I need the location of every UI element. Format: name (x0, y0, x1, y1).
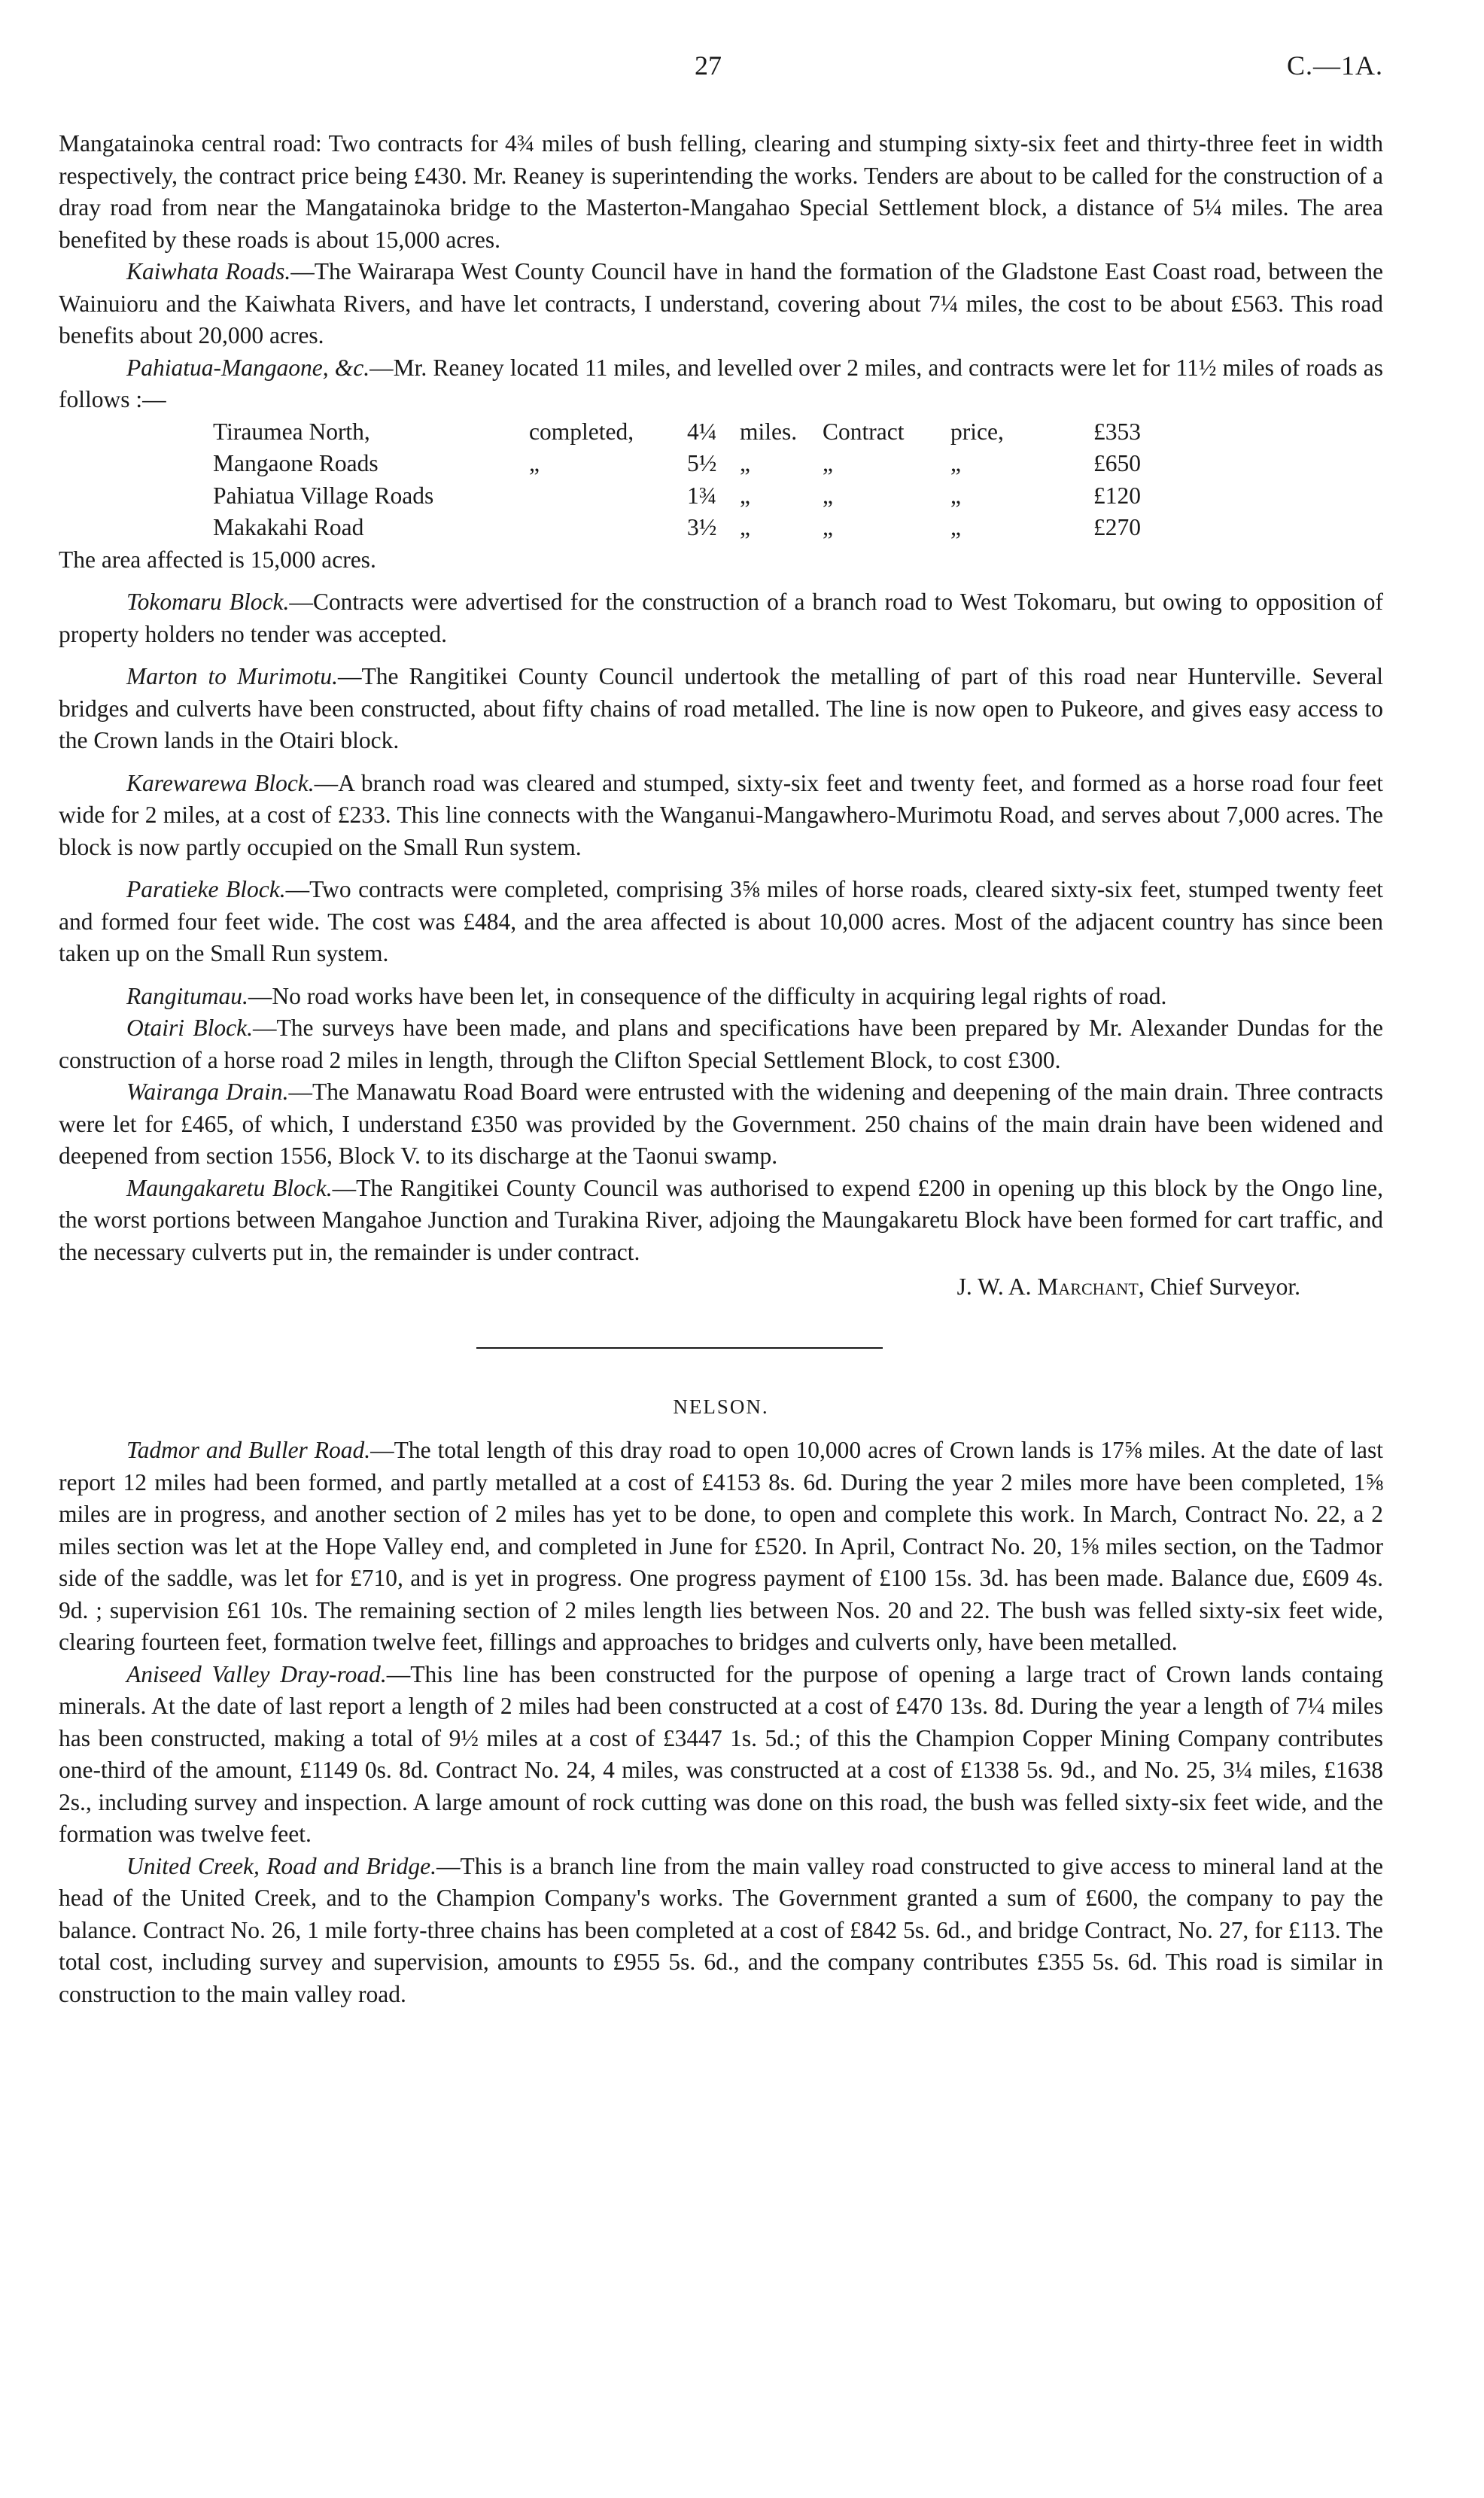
document-reference: C.—1A. (1286, 50, 1383, 81)
paragraph-marton (59, 661, 1383, 757)
paragraph-mangatainoka (59, 128, 1383, 256)
road-status: completed, (529, 418, 634, 445)
paragraph-text: —The Manawatu Road Board were entrusted with the widening and deepening of the main drain. Three contracts were let for £465, of which, I understand £350 was provided by the Government. 250 chains of the main drain have been widened and deepened from section 1556, Block V. to its discharge at the Taonui swamp. (59, 1079, 1383, 1169)
road-price: £650 (1093, 450, 1141, 476)
page-number: 27 (695, 50, 722, 81)
road-contract-label: „ (823, 482, 833, 509)
paragraph-heading: Karewarewa Block. (126, 769, 315, 796)
paragraph-text: —Contracts were advertised for the construction of a branch road to West Tokomaru, but owing to opposition of property holders no tender was accepted. (59, 589, 1383, 647)
road-name: Tiraumea North, (213, 418, 370, 445)
paragraph-text: —This is a branch line from the main valley road constructed to give access to mineral land at the head of the United Creek, and to the Champion Company's works. The Government granted a sum of £600, the company to pay the balance. Contract No. 26, 1 mile forty-three chains has been completed at a cost of £842 5s. 6d., and bridge Contract, No. 27, for £113. The total cost, including survey and supervision, amounts to £955 5s. 6d., and the company contributes £355 5s. 6d. This road is similar in construction to the main valley road. (59, 1852, 1383, 2007)
paragraph-pahiatua (59, 352, 1383, 416)
paragraph-tokomaru (59, 586, 1383, 650)
paragraph-heading: United Creek, Road and Bridge. (126, 1852, 436, 1879)
road-length: 3½ (687, 514, 717, 540)
paragraph-text: Mangatainoka central road: Two contracts for 4¾ miles of bush felling, clearing and stumping sixty-six feet and thirty-three feet in width respectively, the contract price being £430. Mr. Reaney is superintending the works. Tenders are about to be called for the construction of a dray road from near the Mangatainoka bridge to the Masterton-Mangahao Special Settlement block, a distance of 5¼ miles. The area benefited by these roads is about 15,000 acres. (59, 130, 1383, 253)
road-price-label: „ (950, 482, 961, 509)
signature-title: , Chief Surveyor. (1138, 1273, 1300, 1300)
road-price-label: „ (950, 514, 961, 540)
page-body (59, 128, 1383, 2010)
road-name: Makakahi Road (213, 514, 364, 540)
paragraph-heading: Maungakaretu Block. (126, 1174, 333, 1201)
roads-table (213, 416, 1176, 544)
paragraph-otairi (59, 1012, 1383, 1076)
paragraph-area-affected: The area affected is 15,000 acres. (59, 546, 376, 573)
table-row (213, 416, 1176, 449)
paragraph-heading: Pahiatua-Mangaone, &c. (126, 354, 370, 381)
table-row (213, 448, 1176, 480)
paragraph-text: —No road works have been let, in consequence of the difficulty in acquiring legal rights of road. (248, 982, 1167, 1009)
paragraph-text: —The total length of this dray road to open 10,000 acres of Crown lands is 17⅝ miles. At the date of last report 12 miles had been formed, and partly metalled at a cost of £4153 8s. 6d. During the year 2 miles more have been completed, 1⅝ miles are in progress, and another section of 2 miles has yet to be done, to open and complete this work. In March, Contract No. 22, a 2 miles section was let at the Hope Valley end, and completed in June for £520. In April, Contract No. 20, 1⅝ miles section, on the Tadmor side of the saddle, was let for £710, and is yet in progress. One progress payment of £100 15s. 3d. has been made. Balance due, £609 4s. 9d. ; supervision £61 10s. The remaining section of 2 miles length lies between Nos. 20 and 22. The bush was felled sixty-six feet wide, clearing fourteen feet, formation twelve feet, fillings and approaches to bridges and culverts only, have been metalled. (59, 1437, 1383, 1655)
road-unit: „ (740, 514, 750, 540)
road-contract-label: „ (823, 450, 833, 476)
paragraph-heading: Otairi Block. (126, 1015, 253, 1041)
paragraph-heading: Kaiwhata Roads. (126, 258, 291, 284)
road-name: Mangaone Roads (213, 450, 379, 476)
signature (59, 1271, 1383, 1304)
road-price: £120 (1093, 482, 1141, 509)
road-length: 4¼ (687, 418, 717, 445)
paragraph-text: —The Rangitikei County Council was authorised to expend £200 in opening up this block by the Ongo line, the worst portions between Mangahoe Junction and Turakina River, adjoing the Maungakaretu Block have been formed for cart traffic, and the necessary culverts put in, the remainder is under contract. (59, 1174, 1383, 1265)
paragraph-heading: Paratieke Block. (126, 876, 286, 902)
paragraph-text: —The Rangitikei County Council undertook the metalling of part of this road near Hunterville. Several bridges and culverts have been constructed, about fifty chains of road metalled. The line is now open to Pukeore, and gives easy access to the Crown lands in the Otairi block. (59, 663, 1383, 753)
road-name: Pahiatua Village Roads (213, 482, 434, 509)
table-row (213, 512, 1176, 544)
paragraph-rangitumau (59, 981, 1383, 1013)
paragraph-text: —The surveys have been made, and plans and specifications have been prepared by Mr. Alexander Dundas for the construction of a horse road 2 miles in length, through the Clifton Special Settlement Block, to cost £300. (59, 1015, 1384, 1073)
road-unit: „ (740, 450, 750, 476)
paragraph-aniseed (59, 1659, 1383, 1851)
road-status (529, 480, 687, 513)
page-header (59, 50, 1383, 95)
road-unit: miles. (740, 418, 798, 445)
section-heading-nelson: NELSON. (673, 1395, 769, 1418)
paragraph-text: —A branch road was cleared and stumped, sixty-six feet and twenty feet, and formed as a horse road four feet wide for 2 miles, at a cost of £233. This line connects with the Wanganui-Mangawhero-Murimotu Road, and serves about 7,000 acres. The block is now partly occupied on the Small Run system. (59, 769, 1383, 860)
paragraph-wairanga (59, 1076, 1383, 1173)
paragraph-heading: Wairanga Drain. (126, 1079, 289, 1105)
section-divider (476, 1347, 883, 1349)
road-length: 1¾ (687, 482, 717, 509)
paragraph-text: —Two contracts were completed, comprising 3⅝ miles of horse roads, cleared sixty-six feet, stumped twenty feet and formed four feet wide. The cost was £484, and the area affected is about 10,000 acres. Most of the adjacent country has since been taken up on the Small Run system. (59, 876, 1384, 966)
road-price: £353 (1093, 418, 1141, 445)
signature-name: J. W. A. Marchant (956, 1273, 1139, 1300)
paragraph-tadmor (59, 1435, 1383, 1659)
paragraph-heading: Marton to Murimotu. (126, 663, 338, 689)
paragraph-text: —This line has been constructed for the purpose of opening a large tract of Crown lands containg minerals. At the date of last report a length of 2 miles had been constructed at a cost of £470 13s. 8d. During the year a length of 7¼ miles has been constructed, making a total of 9½ miles at a cost of £3447 1s. 5d.; of this the Champion Copper Mining Company contributes one-third of the amount, £1149 0s. 8d. Contract No. 24, 4 miles, was constructed at a cost of £1338 5s. 9d., and No. 25, 3¼ miles, £1638 2s., including survey and inspection. A large amount of rock cutting was done on this road, the bush was felled sixty-six feet wide, and the formation was twelve feet. (59, 1660, 1383, 1847)
paragraph-karewarewa (59, 768, 1383, 864)
paragraph-united-creek (59, 1851, 1383, 2011)
table-row (213, 480, 1176, 513)
road-price: £270 (1093, 514, 1141, 540)
paragraph-maungakaretu (59, 1173, 1383, 1269)
paragraph-heading: Rangitumau. (126, 982, 248, 1009)
road-price-label: price, (950, 418, 1004, 445)
road-length: 5½ (687, 450, 717, 476)
paragraph-heading: Aniseed Valley Dray-road. (126, 1660, 387, 1687)
road-price-label: „ (950, 450, 961, 476)
paragraph-kaiwhata (59, 256, 1383, 352)
paragraph-paratieke (59, 874, 1383, 970)
road-status: „ (529, 450, 540, 476)
paragraph-text: —The Wairarapa West County Council have in hand the formation of the Gladstone East Coast road, between the Wainuioru and the Kaiwhata Rivers, and have let contracts, I understand, covering about 7¼ miles, the cost to be about £563. This road benefits about 20,000 acres. (59, 258, 1383, 348)
paragraph-heading: Tokomaru Block. (126, 589, 290, 615)
paragraph-text: —Mr. Reaney located 11 miles, and levelled over 2 miles, and contracts were let for 11½ miles of roads as follows :— (59, 354, 1383, 412)
road-contract-label: „ (823, 514, 833, 540)
road-status (529, 512, 687, 544)
paragraph-heading: Tadmor and Buller Road. (126, 1437, 371, 1463)
road-contract-label: Contract (823, 418, 905, 445)
road-unit: „ (740, 482, 750, 509)
